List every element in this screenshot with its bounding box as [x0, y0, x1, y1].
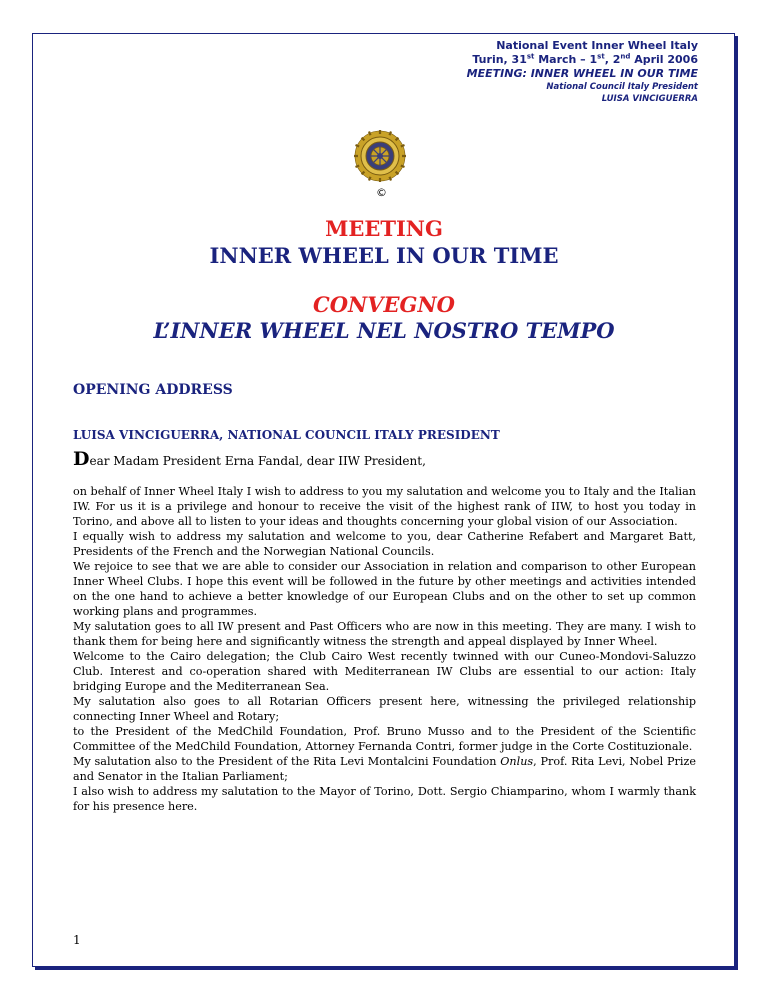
paragraph: Welcome to the Cairo delegation; the Club Cairo West recently twinned with our Cuneo-Mondovi-Saluzzo Club. Interest and co-operation shared with Mediterranean IW Clubs are essential to our action: Italy bridging Europe and the Mediterranean Sea.: [73, 650, 696, 693]
inner-wheel-emblem-icon: [352, 128, 408, 184]
paragraph: We rejoice to see that we are able to consider our Association in relation and comparison to other European Inner Wheel Clubs. I hope this event will be followed in the future by other meetings and activities intended on the one hand to achieve a better knowledge of our European Clubs and on the other to set up common working plans and programmes.: [73, 560, 696, 618]
paragraph: My salutation goes to all IW present and Past Officers who are now in this meeting. They are many. I wish to thank them for being here and significantly witness the strength and appeal displayed by Inner Wheel.: [73, 620, 696, 648]
drop-cap: D: [73, 448, 90, 470]
section-heading: OPENING ADDRESS: [73, 382, 233, 398]
paragraph: My salutation also goes to all Rotarian Officers present here, witnessing the privileged relationship connecting Inner Wheel and Rotary;: [73, 695, 696, 723]
title-en-line1: MEETING: [325, 216, 443, 241]
header-event-name: National Event Inner Wheel Italy: [496, 39, 698, 52]
title-it-line1: CONVEGNO: [313, 292, 455, 317]
body-text: [73, 484, 696, 814]
header-dates: Turin, 31st March – 1st, 2nd April 2006: [472, 52, 698, 66]
paragraph: on behalf of Inner Wheel Italy I wish to address to you my salutation and welcome you to Italy and the Italian IW. For us it is a privilege and honour to receive the visit of the highest rank of IIW, to host you today in Torino, and above all to listen to your ideas and thoughts concerning your global vision of our Association.: [73, 485, 696, 528]
title-it-line2: L’INNER WHEEL NEL NOSTRO TEMPO: [153, 318, 615, 343]
paragraph: to the President of the MedChild Foundation, Prof. Bruno Musso and to the President of the Scientific Committee of the MedChild Foundation, Attorney Fernanda Contri, former judge in the Corte Costituzionale.: [73, 725, 696, 753]
header-president-name: LUISA VINCIGUERRA: [601, 94, 698, 104]
paragraph: I also wish to address my salutation to the Mayor of Torino, Dott. Sergio Chiamparino, whom I warmly thank for his presence here.: [73, 785, 696, 813]
greeting: [73, 448, 426, 470]
speaker-heading: LUISA VINCIGUERRA, NATIONAL COUNCIL ITALY PRESIDENT: [73, 428, 500, 442]
event-header: [467, 39, 698, 105]
header-role: National Council Italy President: [546, 82, 698, 92]
page-number: 1: [73, 933, 81, 947]
paragraph-rita: My salutation also to the President of the Rita Levi Montalcini Foundation Onlus, Prof. Rita Levi, Nobel Prize and Senator in the Italian Parliament;: [73, 755, 696, 783]
title-en-line2: INNER WHEEL IN OUR TIME: [209, 243, 559, 268]
paragraph: I equally wish to address my salutation and welcome to you, dear Catherine Refabert and Margaret Batt, Presidents of the French and the Norwegian National Councils.: [73, 530, 696, 558]
greeting-text: ear Madam President Erna Fandal, dear IIW President,: [89, 454, 426, 468]
copyright-mark: ©: [376, 186, 387, 199]
header-meeting-title: MEETING: INNER WHEEL IN OUR TIME: [466, 67, 698, 80]
